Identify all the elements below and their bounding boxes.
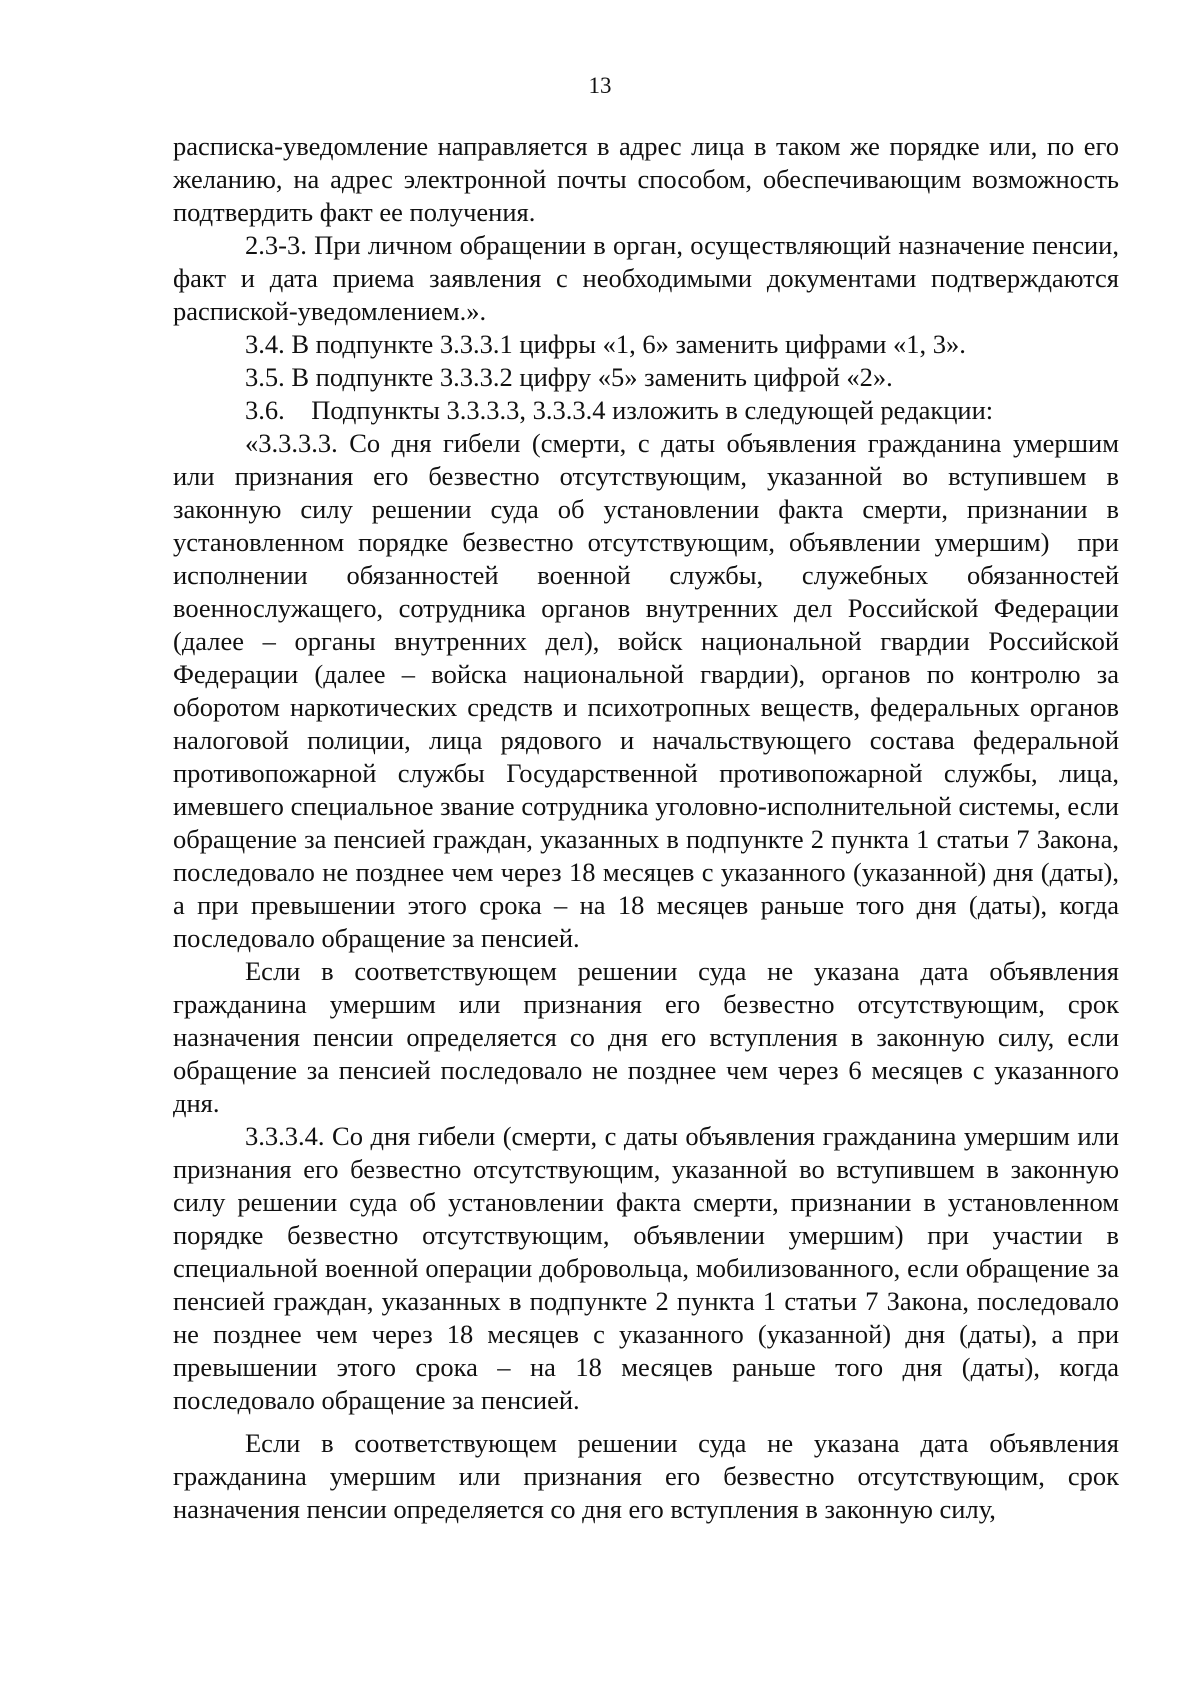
- paragraph-3-3-3-4: 3.3.3.4. Со дня гибели (смерти, с даты объявления гражданина умершим или признания его безвестно отсутствующим, указанной во вступившем в законную силу решении суда об установлении факта смерти, признании в установленном порядке безвестно отсутствующим, объявлении умершим) при участии в специальной военной операции добровольца, мобилизованного, если обращение за пенсией граждан, указанных в подпункте 2 пункта 1 статьи 7 Закона, последовало не позднее чем через 18 месяцев с указанного (указанной) дня (даты), а при превышении этого срока – на 18 месяцев раньше того дня (даты), когда последовало обращение за пенсией.: [173, 1121, 1119, 1415]
- paragraph-3-6: 3.6. Подпункты 3.3.3.3, 3.3.3.4 изложить в следующей редакции:: [245, 395, 994, 425]
- page-number: 13: [588, 73, 612, 98]
- paragraph-3-5: 3.5. В подпункте 3.3.3.2 цифру «5» заменить цифрой «2».: [245, 362, 893, 392]
- document-body: [173, 130, 1126, 1526]
- paragraph-3-3-3-3: «3.3.3.3. Со дня гибели (смерти, с даты объявления гражданина умершим или признания его безвестно отсутствующим, указанной во вступившем в законную силу решении суда об установлении факта смерти, признании в установленном порядке безвестно отсутствующим, объявлении умершим) при исполнении обязанностей военной службы, служебных обязанностей военнослужащего, сотрудника органов внутренних дел Российской Федерации (далее – органы внутренних дел), войск национальной гвардии Российской Федерации (далее – войска национальной гвардии), органов по контролю за оборотом наркотических средств и психотропных веществ, федеральных органов налоговой полиции, лица рядового и начальствующего состава федеральной противопожарной службы Государственной противопожарной службы, лица, имевшего специальное звание сотрудника уголовно-исполнительной системы, если обращение за пенсией граждан, указанных в подпункте 2 пункта 1 статьи 7 Закона, последовало не позднее чем через 18 месяцев с указанного (указанной) дня (даты), а при превышении этого срока – на 18 месяцев раньше того дня (даты), когда последовало обращение за пенсией.: [173, 428, 1126, 953]
- paragraph-court-decision-1: Если в соответствующем решении суда не указана дата объявления гражданина умершим или признания его безвестно отсутствующим, срок назначения пенсии определяется со дня его вступления в законную силу, если обращение за пенсией последовало не позднее чем через 6 месяцев с указанного дня.: [173, 956, 1119, 1118]
- paragraph-2-3-3: 2.3-3. При личном обращении в орган, осуществляющий назначение пенсии, факт и дата приема заявления с необходимыми документами подтверждаются распиской-уведомлением.».: [173, 230, 1119, 326]
- paragraph-continuation: расписка-уведомление направляется в адрес лица в таком же порядке или, по его желанию, на адрес электронной почты способом, обеспечивающим возможность подтвердить факт ее получения.: [173, 131, 1119, 227]
- paragraph-court-decision-2: Если в соответствующем решении суда не указана дата объявления гражданина умершим или признания его безвестно отсутствующим, срок назначения пенсии определяется со дня его вступления в законную силу,: [173, 1428, 1119, 1524]
- paragraph-3-4: 3.4. В подпункте 3.3.3.1 цифры «1, 6» заменить цифрами «1, 3».: [245, 329, 966, 359]
